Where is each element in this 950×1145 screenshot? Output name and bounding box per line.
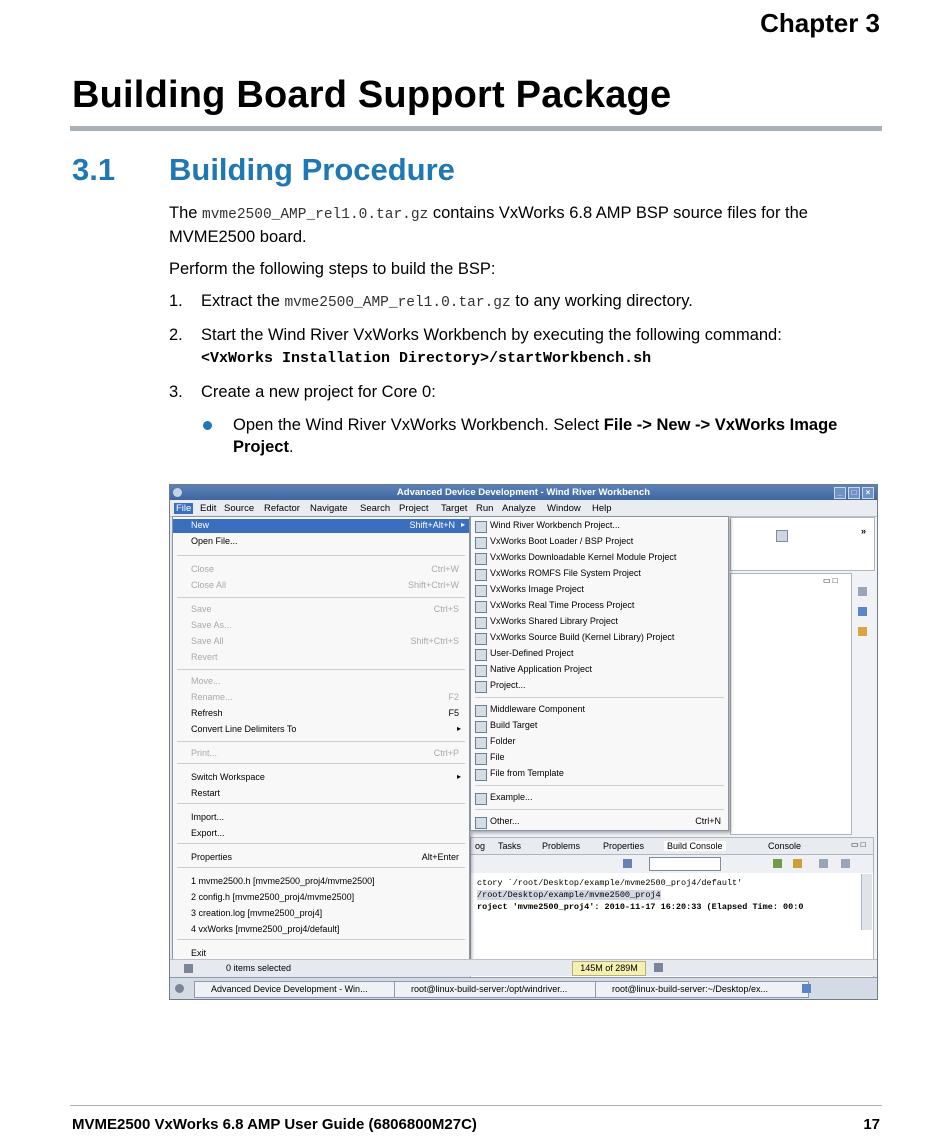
menu-item-label: Wind River Workbench Project... xyxy=(490,520,620,530)
file-menu-item[interactable] xyxy=(191,907,465,921)
menu-item-shortcut: Alt+Enter xyxy=(421,852,459,862)
close-icon[interactable]: × xyxy=(862,487,874,499)
menu-item-label: User-Defined Project xyxy=(490,648,574,658)
step-3: 3. Create a new project for Core 0: xyxy=(169,383,436,401)
project-type-icon xyxy=(475,665,487,677)
file-menu-item[interactable] xyxy=(191,875,465,889)
pin-console-icon[interactable] xyxy=(841,859,850,868)
steps-intro: Perform the following steps to build the BSP: xyxy=(169,260,496,278)
file-menu-item[interactable] xyxy=(191,535,465,549)
file-menu-item xyxy=(191,619,465,633)
side-toolbar xyxy=(854,577,872,667)
title-divider xyxy=(70,126,882,131)
new-submenu-item[interactable] xyxy=(475,815,725,829)
project-type-icon xyxy=(475,601,487,613)
menu-item-label: File xyxy=(490,752,505,762)
menubar xyxy=(170,500,877,517)
menu-analyze[interactable]: Analyze xyxy=(502,503,536,514)
menu-item-label: New xyxy=(191,520,210,530)
top-right-panel xyxy=(730,517,875,571)
menu-item-label: Other... xyxy=(490,816,520,826)
project-type-icon xyxy=(475,633,487,645)
menu-item-shortcut: Ctrl+P xyxy=(433,748,459,758)
menu-separator xyxy=(475,697,724,698)
pin-icon[interactable] xyxy=(858,627,867,636)
chapter-label: Chapter 3 xyxy=(760,8,880,38)
menu-separator xyxy=(177,669,465,670)
section-title: Building Procedure xyxy=(169,152,455,187)
console-panel xyxy=(470,837,874,979)
menu-separator xyxy=(177,597,465,598)
menu-item-label: Save xyxy=(191,604,212,614)
menu-item-label: Restart xyxy=(191,788,221,798)
link-icon[interactable] xyxy=(858,587,867,596)
file-menu-item xyxy=(191,603,465,617)
tab-problems[interactable]: Problems xyxy=(542,841,581,851)
window-titlebar xyxy=(170,485,877,500)
tab-tasks[interactable]: Tasks xyxy=(498,841,522,851)
file-menu-item[interactable] xyxy=(191,771,465,785)
edit-icon[interactable] xyxy=(819,859,828,868)
command-text: <VxWorks Installation Directory>/startWorkbench.sh xyxy=(201,350,652,367)
menu-separator xyxy=(475,809,724,810)
minimize-icon[interactable]: _ xyxy=(834,487,846,499)
new-submenu-item[interactable] xyxy=(475,647,725,661)
menu-item-label: 1 mvme2500.h [mvme2500_proj4/mvme2500] xyxy=(191,876,375,886)
submenu-arrow-icon: ▸ xyxy=(456,724,461,733)
minmax-icon[interactable]: ▭ □ xyxy=(823,576,838,585)
project-type-icon xyxy=(475,753,487,765)
project-type-icon xyxy=(475,585,487,597)
page-title: Building Board Support Package xyxy=(72,74,672,116)
menu-item-label: VxWorks Source Build (Kernel Library) Project xyxy=(490,632,675,642)
status-bar xyxy=(170,959,877,976)
new-submenu-item[interactable] xyxy=(475,663,725,677)
new-submenu-item[interactable] xyxy=(475,791,725,805)
project-type-icon xyxy=(475,817,487,829)
project-type-icon xyxy=(475,681,487,693)
menu-item-label: Close All xyxy=(191,580,227,590)
step-2: 2. Start the Wind River VxWorks Workbench by executing the following command: <VxWorks Installation Directory>/startWorkbench.sh xyxy=(169,326,782,367)
new-submenu-item[interactable] xyxy=(475,599,725,613)
footer-divider xyxy=(70,1105,882,1106)
debug-icon[interactable] xyxy=(858,607,867,616)
project-type-icon xyxy=(475,569,487,581)
new-submenu-item[interactable] xyxy=(475,551,725,565)
project-type-icon xyxy=(475,553,487,565)
new-submenu-item[interactable] xyxy=(475,615,725,629)
new-submenu-item[interactable] xyxy=(475,631,725,645)
new-submenu-item[interactable] xyxy=(475,767,725,781)
file-menu xyxy=(172,516,470,963)
file-menu-item[interactable] xyxy=(191,707,465,721)
file-menu-item xyxy=(191,675,465,689)
trash-icon[interactable] xyxy=(654,963,663,972)
tray-icon xyxy=(802,984,811,993)
menu-item-label: Refresh xyxy=(191,708,223,718)
menu-item-label: VxWorks Image Project xyxy=(490,584,584,594)
file-menu-item xyxy=(191,651,465,665)
maximize-icon[interactable]: □ xyxy=(848,487,860,499)
section-number: 3.1 xyxy=(72,152,116,187)
menu-target[interactable]: Target xyxy=(441,503,468,514)
menu-item-label: VxWorks Real Time Process Project xyxy=(490,600,635,610)
filter-icon[interactable] xyxy=(793,859,802,868)
bullet-item: Open the Wind River VxWorks Workbench. Select File -> New -> VxWorks Image Project. xyxy=(233,416,838,456)
menu-item-shortcut: F5 xyxy=(448,708,459,718)
menu-separator xyxy=(177,867,465,868)
file-menu-item xyxy=(191,747,465,761)
tab-console[interactable]: Console xyxy=(768,841,802,851)
new-submenu-item[interactable] xyxy=(475,679,725,693)
menu-window[interactable]: Window xyxy=(547,503,581,514)
menu-search[interactable]: Search xyxy=(360,503,391,514)
menu-item-label: Save All xyxy=(191,636,224,646)
menu-help[interactable]: Help xyxy=(592,503,612,514)
menu-item-label: Export... xyxy=(191,828,225,838)
menu-item-shortcut: Ctrl+S xyxy=(433,604,459,614)
new-submenu-item[interactable] xyxy=(475,519,725,533)
menu-item-label: 2 config.h [mvme2500_proj4/mvme2500] xyxy=(191,892,355,902)
new-submenu xyxy=(470,516,729,831)
menu-item-label: Project... xyxy=(490,680,526,690)
menu-separator xyxy=(177,555,465,556)
taskbar xyxy=(170,977,877,1000)
up-icon[interactable] xyxy=(773,859,782,868)
new-submenu-item[interactable] xyxy=(475,719,725,733)
console-toolbar xyxy=(471,855,873,873)
menu-item-label: VxWorks Downloadable Kernel Module Project xyxy=(490,552,677,562)
file-menu-item[interactable] xyxy=(191,923,465,937)
taskbar-item[interactable]: root@linux-build-server:~/Desktop/ex... xyxy=(595,981,809,998)
menu-file[interactable]: File xyxy=(176,503,192,514)
console-line: roject 'mvme2500_proj4': 2010-11-17 16:20:33 (Elapsed Time: 00:0 xyxy=(477,902,804,912)
console-line: ctory `/root/Desktop/example/mvme2500_proj4/default' xyxy=(477,878,743,888)
menu-item-label: Move... xyxy=(191,676,221,686)
menu-item-label: VxWorks ROMFS File System Project xyxy=(490,568,641,578)
project-type-icon xyxy=(475,769,487,781)
menu-run[interactable]: Run xyxy=(476,503,494,514)
minmax-icon[interactable]: ▭ □ xyxy=(851,840,866,849)
project-type-icon xyxy=(475,737,487,749)
menu-item-shortcut: Shift+Ctrl+S xyxy=(410,636,459,646)
taskbar-item[interactable]: root@linux-build-server:/opt/windriver... xyxy=(394,981,608,998)
menu-item-label: Print... xyxy=(191,748,218,758)
step-1: 1. Extract the mvme2500_AMP_rel1.0.tar.gz to any working directory. xyxy=(169,292,693,311)
file-menu-item[interactable] xyxy=(191,851,465,865)
file-menu-item[interactable] xyxy=(191,811,465,825)
file-menu-item[interactable] xyxy=(191,827,465,841)
menu-item-shortcut: Ctrl+W xyxy=(431,564,459,574)
menu-item-label: File from Template xyxy=(490,768,564,778)
tab-log[interactable]: og xyxy=(475,841,486,851)
new-submenu-item[interactable] xyxy=(475,751,725,765)
menu-separator xyxy=(177,939,465,940)
menu-project[interactable]: Project xyxy=(399,503,429,514)
project-type-icon xyxy=(475,521,487,533)
intro-paragraph: The mvme2500_AMP_rel1.0.tar.gz contains VxWorks 6.8 AMP BSP source files for the MVME2500 board. xyxy=(169,204,808,246)
menu-navigate[interactable]: Navigate xyxy=(310,503,348,514)
menu-item-label: Convert Line Delimiters To xyxy=(191,724,297,734)
new-submenu-item[interactable] xyxy=(475,703,725,717)
menu-item-label: Rename... xyxy=(191,692,233,702)
menu-item-label: Folder xyxy=(490,736,516,746)
workbench-screenshot xyxy=(169,484,878,1000)
new-submenu-item[interactable] xyxy=(475,583,725,597)
menu-item-label: 3 creation.log [mvme2500_proj4] xyxy=(191,908,323,918)
menu-item-label: VxWorks Shared Library Project xyxy=(490,616,618,626)
menu-item-label: Switch Workspace xyxy=(191,772,265,782)
heap-status[interactable]: 145M of 289M xyxy=(572,961,646,976)
menu-item-label: Revert xyxy=(191,652,218,662)
menu-item-label: Middleware Component xyxy=(490,704,586,714)
menu-item-label: Import... xyxy=(191,812,225,822)
project-type-icon xyxy=(475,649,487,661)
submenu-arrow-icon: ▸ xyxy=(460,520,465,529)
menu-separator xyxy=(177,843,465,844)
new-submenu-item[interactable] xyxy=(475,535,725,549)
menu-item-label: Close xyxy=(191,564,215,574)
status-selection: 0 items selected xyxy=(226,963,292,973)
window-title: Advanced Device Development - Wind River Workbench xyxy=(396,487,651,498)
project-type-icon xyxy=(475,793,487,805)
file-menu-item xyxy=(191,579,465,593)
file-menu-item[interactable] xyxy=(173,519,469,533)
menu-item-label: Example... xyxy=(490,792,533,802)
menu-item-shortcut: Shift+Ctrl+W xyxy=(407,580,459,590)
new-submenu-item[interactable] xyxy=(475,567,725,581)
menu-source[interactable]: Source xyxy=(224,503,255,514)
menu-item-label: Save As... xyxy=(191,620,232,630)
console-select[interactable] xyxy=(649,857,721,871)
file-menu-item[interactable] xyxy=(191,891,465,905)
view-icon[interactable] xyxy=(776,530,788,542)
file-menu-item[interactable] xyxy=(191,723,465,737)
menu-separator xyxy=(475,785,724,786)
menu-item-shortcut: Ctrl+N xyxy=(695,816,721,826)
menu-item-label: Native Application Project xyxy=(490,664,593,674)
submenu-arrow-icon: ▸ xyxy=(456,772,461,781)
file-menu-item[interactable] xyxy=(191,787,465,801)
console-line: /root/Desktop/example/mvme2500_proj4 xyxy=(477,890,661,900)
console-tabbar xyxy=(471,838,873,855)
editor-panel xyxy=(730,573,852,835)
menu-item-label: 4 vxWorks [mvme2500_proj4/default] xyxy=(191,924,340,934)
tab-properties[interactable]: Properties xyxy=(603,841,645,851)
menu-item-label: Build Target xyxy=(490,720,538,730)
menu-item-shortcut: Shift+Alt+N xyxy=(409,520,455,530)
menu-item-label: Open File... xyxy=(191,536,238,546)
page-number: 17 xyxy=(863,1116,880,1133)
new-submenu-item[interactable] xyxy=(475,735,725,749)
project-type-icon xyxy=(475,721,487,733)
start-icon[interactable] xyxy=(175,984,184,993)
menu-item-label: Exit xyxy=(191,948,207,958)
menu-separator xyxy=(177,763,465,764)
display-console-icon[interactable] xyxy=(623,859,632,868)
menu-item-shortcut: F2 xyxy=(448,692,459,702)
menu-item-label: Properties xyxy=(191,852,233,862)
menu-separator xyxy=(177,741,465,742)
bullet-icon xyxy=(203,421,212,430)
menu-item-label: VxWorks Boot Loader / BSP Project xyxy=(490,536,634,546)
file-menu-item xyxy=(191,563,465,577)
project-type-icon xyxy=(475,537,487,549)
taskbar-item[interactable]: Advanced Device Development - Win... xyxy=(194,981,407,998)
project-type-icon xyxy=(475,705,487,717)
menu-refactor[interactable]: Refactor xyxy=(264,503,300,514)
status-icon xyxy=(184,964,193,973)
menu-edit[interactable]: Edit xyxy=(200,503,217,514)
file-menu-item xyxy=(191,691,465,705)
project-type-icon xyxy=(475,617,487,629)
tab-build-console[interactable]: Build Console xyxy=(664,841,726,851)
file-menu-item xyxy=(191,635,465,649)
menu-separator xyxy=(177,803,465,804)
more-views-icon[interactable]: » xyxy=(861,526,867,536)
console-scrollbar[interactable] xyxy=(861,874,872,930)
footer-title: MVME2500 VxWorks 6.8 AMP User Guide (6806800M27C) xyxy=(72,1116,477,1133)
